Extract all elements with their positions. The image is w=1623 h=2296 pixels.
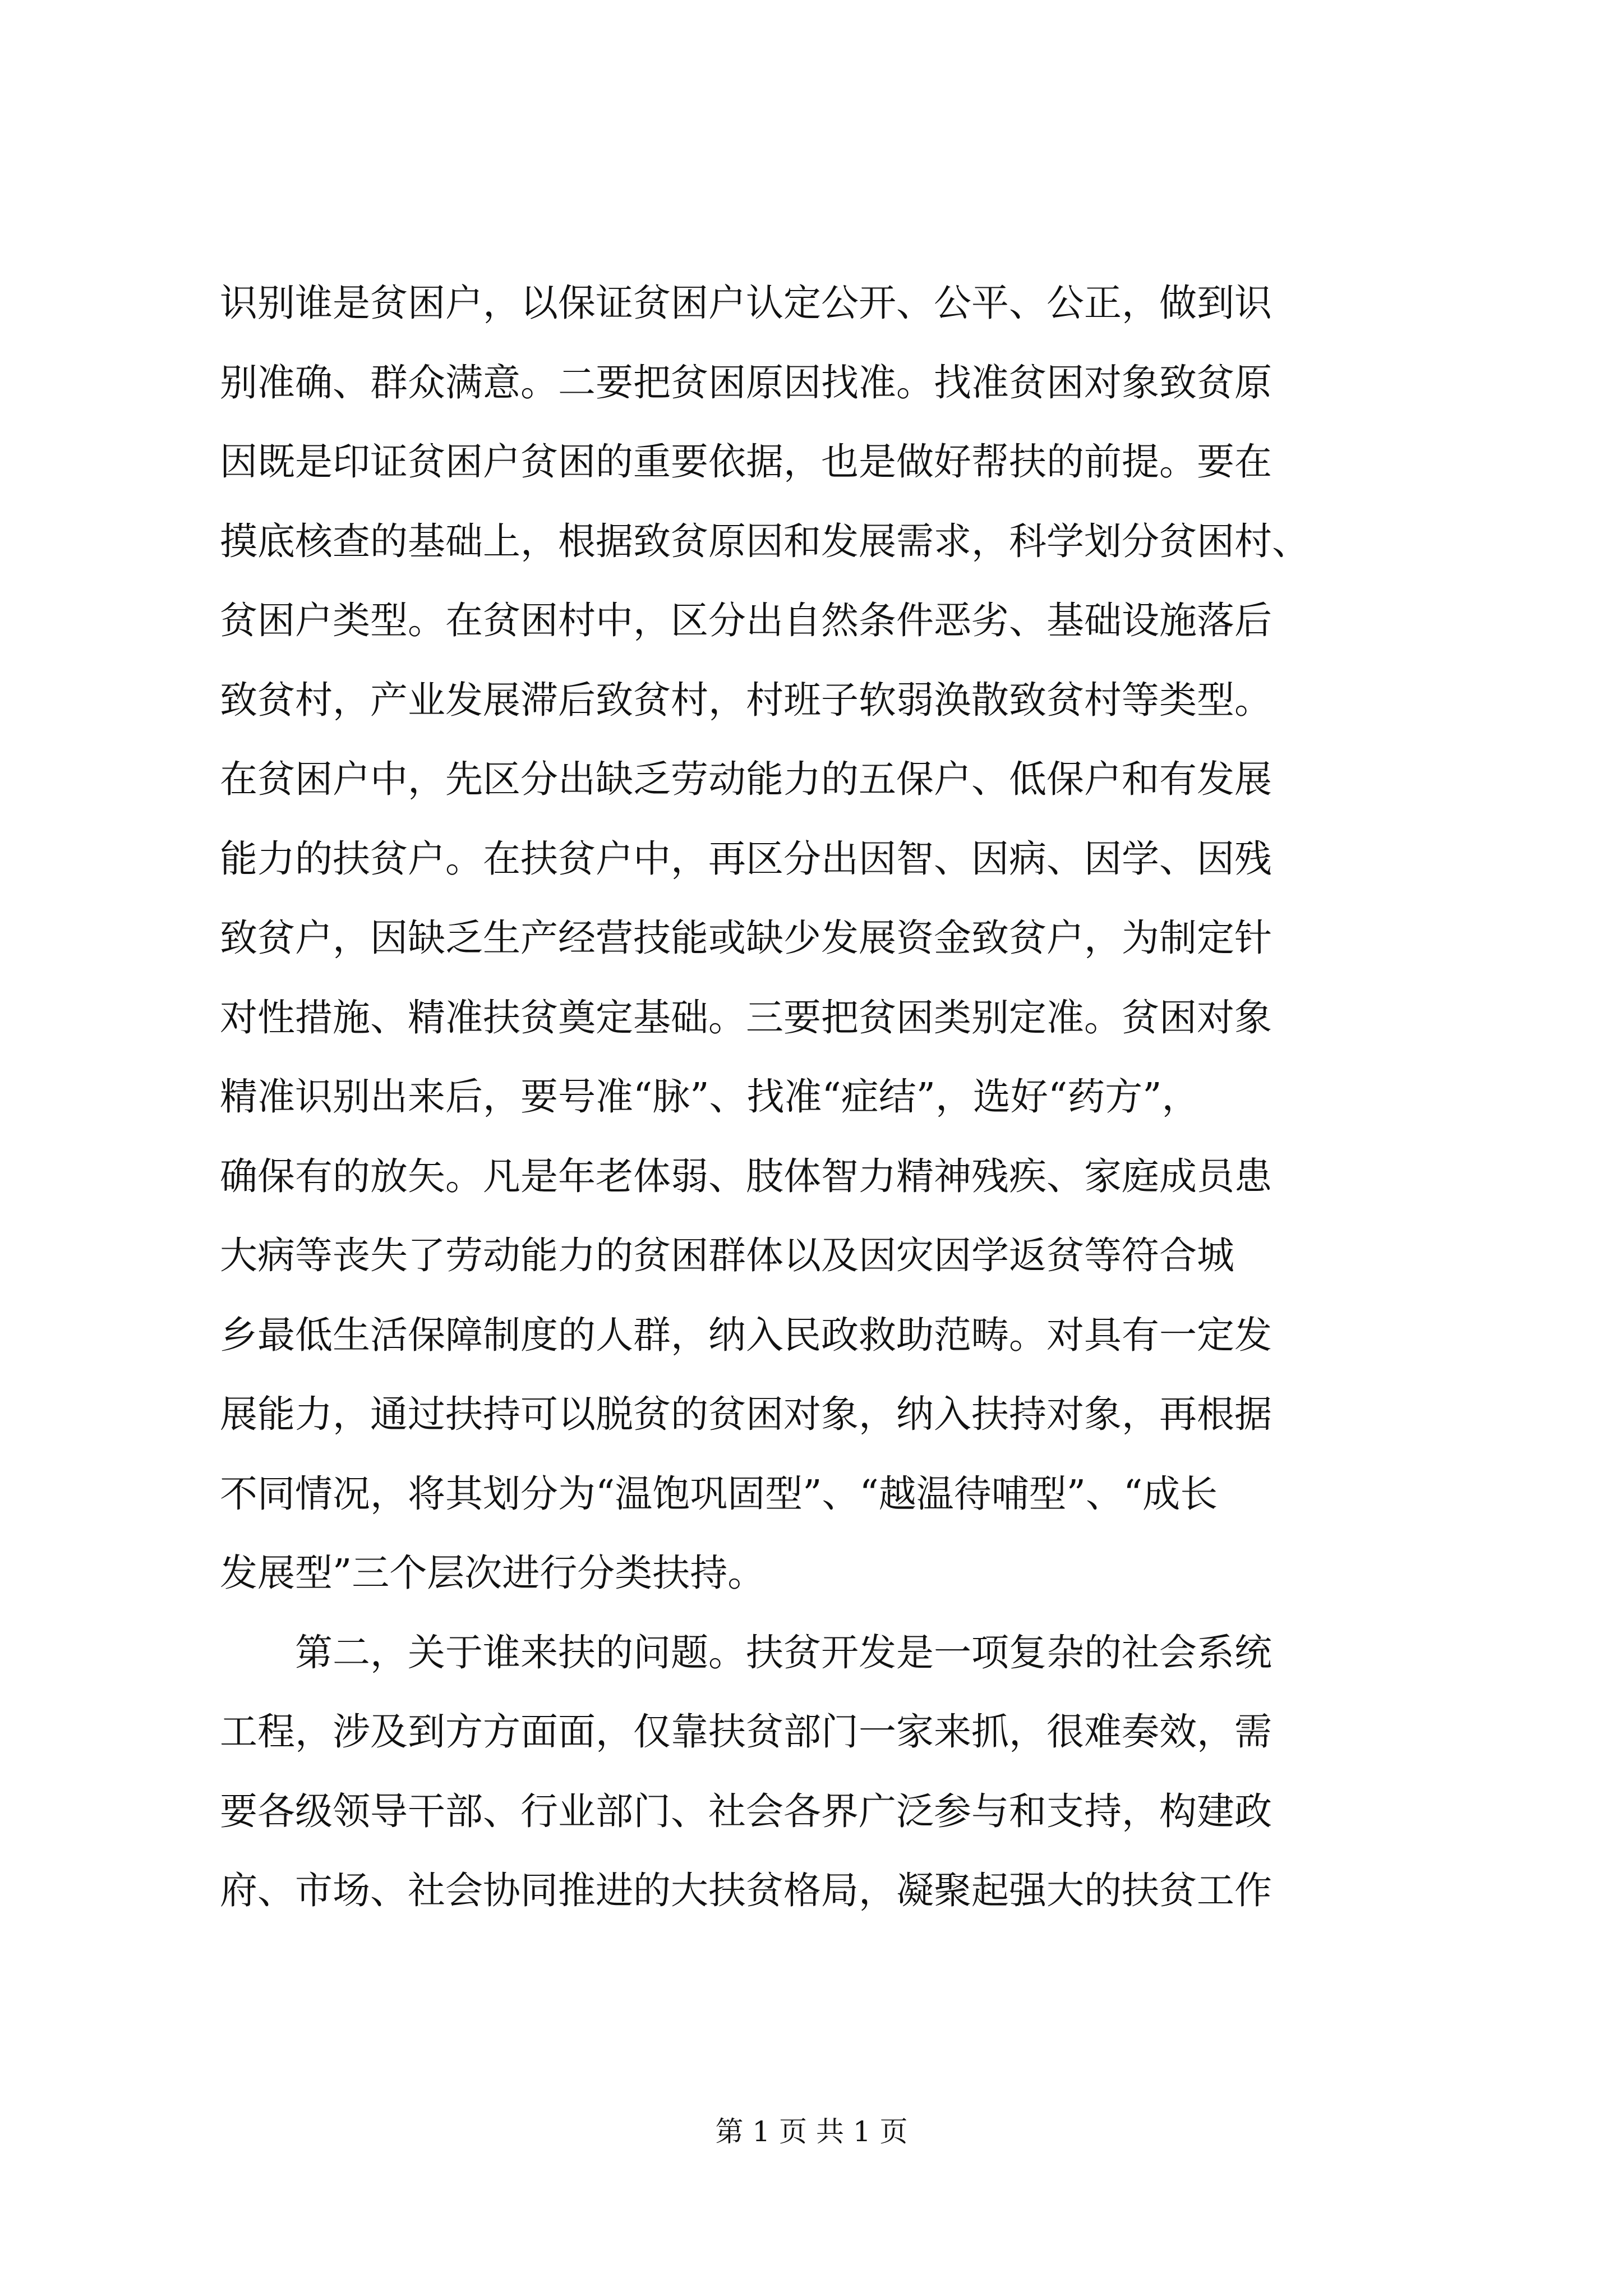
text-line: 精准识别出来后，要号准“脉”、找准“症结”，选好“药方”， (220, 1075, 1200, 1119)
text-line: 确保有的放矢。凡是年老体弱、肢体智力精神残疾、家庭成员患 (220, 1154, 1272, 1198)
text-line: 府、市场、社会协同推进的大扶贫格局，凝聚起强大的扶贫工作 (220, 1869, 1272, 1912)
text-line: 乡最低生活保障制度的人群，纳入民政救助范畴。对具有一定发 (220, 1313, 1272, 1357)
page-footer: 第 1 页 共 1 页 (715, 2115, 908, 2148)
text-line: 别准确、群众满意。二要把贫困原因找准。找准贫困对象致贫原 (220, 360, 1272, 404)
text-line: 对性措施、精准扶贫奠定基础。三要把贫困类别定准。贫困对象 (220, 995, 1272, 1039)
text-line: 能力的扶贫户。在扶贫户中，再区分出因智、因病、因学、因残 (220, 836, 1272, 881)
text-line: 工程，涉及到方方面面，仅靠扶贫部门一家来抓，很难奏效，需 (220, 1710, 1272, 1754)
text-line: 致贫村，产业发展滞后致贫村，村班子软弱涣散致贫村等类型。 (220, 678, 1272, 722)
document-body (220, 264, 1420, 1931)
text-line: 发展型”三个层次进行分类扶持。 (220, 1551, 766, 1595)
text-line: 不同情况，将其划分为“温饱巩固型”、“越温待哺型”、“成长 (220, 1471, 1218, 1516)
text-line: 识别谁是贫困户，以保证贫困户认定公开、公平、公正，做到识 (220, 281, 1272, 325)
text-line: 摸底核查的基础上，根据致贫原因和发展需求，科学划分贫困村、 (220, 519, 1310, 563)
text-line: 要各级领导干部、行业部门、社会各界广泛参与和支持，构建政 (220, 1789, 1272, 1833)
text-line: 在贫困户中，先区分出缺乏劳动能力的五保户、低保户和有发展 (220, 757, 1272, 801)
text-line: 贫困户类型。在贫困村中，区分出自然条件恶劣、基础设施落后 (220, 599, 1272, 642)
text-line: 因既是印证贫困户贫困的重要依据，也是做好帮扶的前提。要在 (220, 440, 1272, 484)
text-line: 展能力，通过扶持可以脱贫的贫困对象，纳入扶持对象，再根据 (220, 1392, 1272, 1436)
text-line: 大病等丧失了劳动能力的贫困群体以及因灾因学返贫等符合城 (220, 1234, 1234, 1277)
text-line: 致贫户，因缺乏生产经营技能或缺少发展资金致贫户，为制定针 (220, 916, 1272, 960)
paragraph-start-line: 第二，关于谁来扶的问题。扶贫开发是一项复杂的社会系统 (295, 1630, 1272, 1674)
